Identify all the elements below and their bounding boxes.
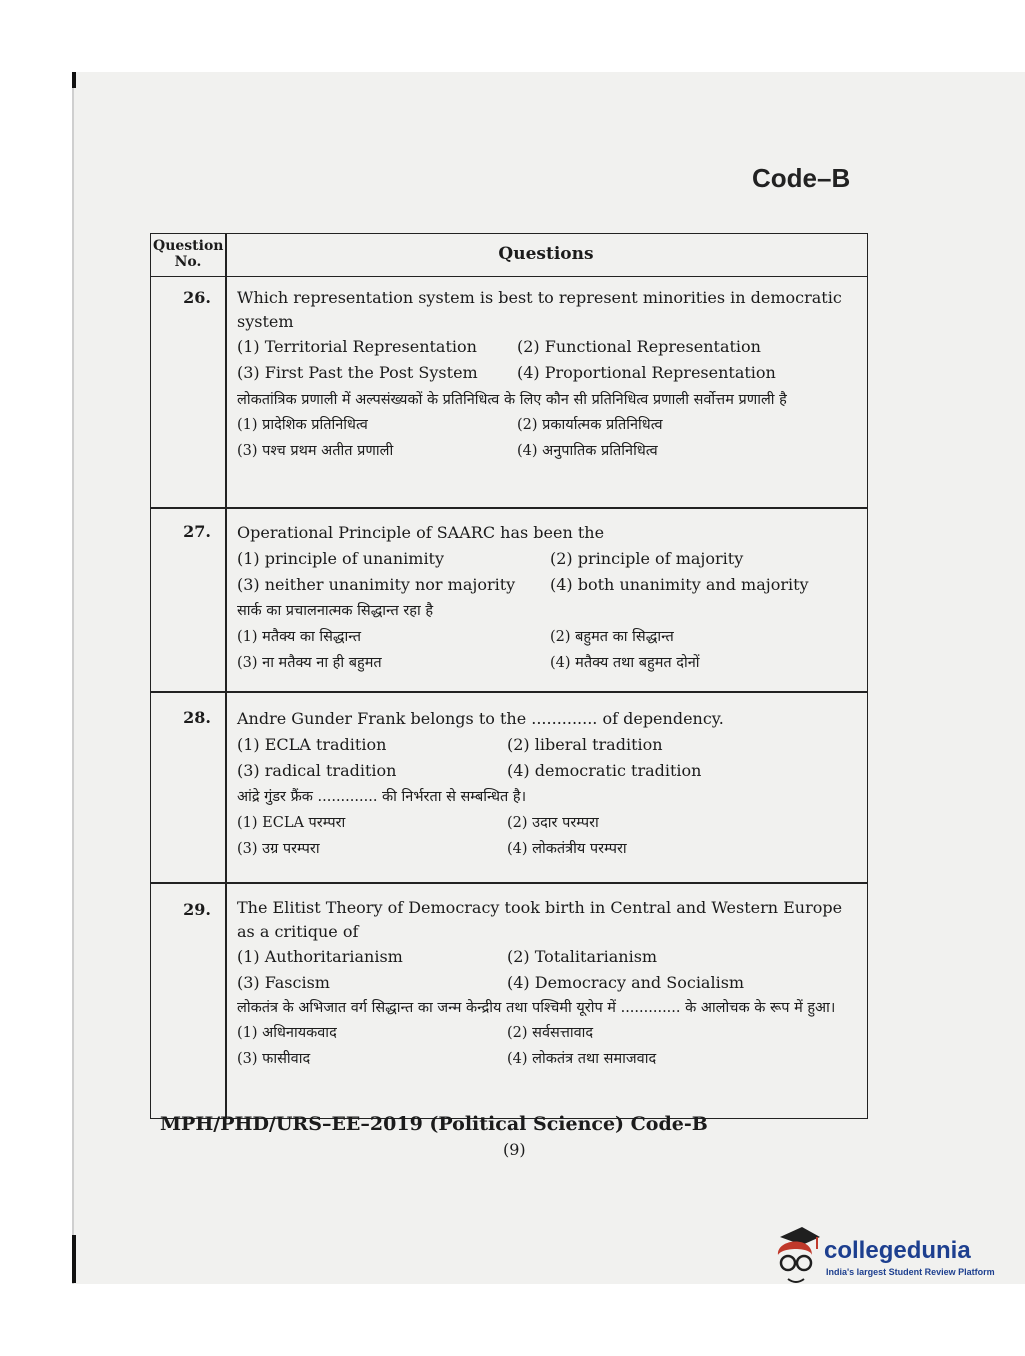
option: (4) Democracy and Socialism (507, 973, 745, 992)
option: (4) अनुपातिक प्रतिनिधित्व (517, 443, 658, 459)
question-27 (237, 520, 861, 676)
option: (4) लोकतंत्र तथा समाजवाद (507, 1051, 657, 1067)
option-row (237, 360, 861, 386)
question-stem-en: Operational Principle of SAARC has been the (237, 523, 605, 542)
option: (4) लोकतंत्रीय परम्परा (507, 841, 627, 857)
option: (3) First Past the Post System (237, 363, 478, 382)
header-question-no: Question No. (153, 238, 224, 270)
option: (2) बहुमत का सिद्धान्त (550, 629, 674, 645)
option: (1) अधिनायकवाद (237, 1025, 337, 1041)
option-row (237, 944, 861, 970)
question-number: 27. (183, 522, 211, 541)
option: (1) Territorial Representation (237, 337, 477, 356)
option: (3) neither unanimity nor majority (237, 575, 516, 594)
table-header (151, 234, 867, 277)
option: (3) पश्च प्रथम अतीत प्रणाली (237, 443, 394, 459)
option: (2) सर्वसत्तावाद (507, 1025, 594, 1041)
option: (1) ECLA tradition (237, 735, 387, 754)
option: (1) प्रादेशिक प्रतिनिधित्व (237, 417, 368, 433)
option-row (237, 572, 861, 598)
option-row (237, 624, 861, 650)
option-row (237, 438, 861, 464)
column-divider (225, 234, 227, 1118)
option-row (237, 650, 861, 676)
scan-edge-mark (72, 72, 76, 88)
option: (2) Totalitarianism (507, 947, 658, 966)
option: (3) Fascism (237, 973, 330, 992)
option-row (237, 1020, 861, 1046)
question-number: 29. (183, 900, 211, 919)
option: (4) both unanimity and majority (550, 575, 809, 594)
page-number: (9) (503, 1140, 526, 1159)
question-stem-en: The Elitist Theory of Democracy took birth in Central and Western Europe as a critique of (237, 898, 843, 941)
scan-edge-mark (72, 1235, 76, 1283)
option: (2) principle of majority (550, 549, 744, 568)
question-stem-hi: लोकतंत्र के अभिजात वर्ग सिद्धान्त का जन्म केन्द्रीय तथा पश्चिमी यूरोप में ............. के आलोचक के रूप में हुआ। (237, 1000, 836, 1016)
mascot-icon (772, 1225, 822, 1295)
option: (4) democratic tradition (507, 761, 702, 780)
option: (3) उग्र परम्परा (237, 841, 320, 857)
question-stem-hi: सार्क का प्रचालनात्मक सिद्धान्त रहा है (237, 603, 434, 619)
option: (3) फासीवाद (237, 1051, 311, 1067)
option: (3) radical tradition (237, 761, 397, 780)
page-edge (72, 72, 74, 1284)
option: (4) Proportional Representation (517, 363, 776, 382)
option: (1) मतैक्य का सिद्धान्त (237, 629, 361, 645)
question-29 (237, 896, 861, 1072)
option-row (237, 836, 861, 862)
question-28 (237, 706, 861, 862)
option-row (237, 334, 861, 360)
row-divider (151, 691, 867, 693)
option: (2) उदार परम्परा (507, 815, 599, 831)
question-number: 28. (183, 708, 211, 727)
question-stem-en: Which representation system is best to represent minorities in democratic system (237, 288, 842, 331)
row-divider (151, 882, 867, 884)
option: (2) Functional Representation (517, 337, 761, 356)
footer-exam-title: MPH/PHD/URS–EE–2019 (Political Science) Code-B (160, 1113, 708, 1135)
header-questions: Questions (498, 244, 594, 264)
logo-tagline: India's largest Student Review Platform (826, 1267, 995, 1277)
question-stem-en: Andre Gunder Frank belongs to the ............. of dependency. (237, 709, 724, 728)
option: (1) Authoritarianism (237, 947, 403, 966)
option-row (237, 758, 861, 784)
option: (4) मतैक्य तथा बहुमत दोनों (550, 655, 700, 671)
option-row (237, 1046, 861, 1072)
question-table (150, 233, 868, 1119)
question-26 (237, 286, 861, 464)
option: (1) ECLA परम्परा (237, 815, 346, 831)
option: (2) प्रकार्यात्मक प्रतिनिधित्व (517, 417, 663, 433)
option-row (237, 412, 861, 438)
option-row (237, 546, 861, 572)
collegedunia-logo[interactable] (772, 1225, 1002, 1295)
logo-wordmark: collegedunia (824, 1237, 971, 1264)
question-stem-hi: लोकतांत्रिक प्रणाली में अल्पसंख्यकों के प्रतिनिधित्व के लिए कौन सी प्रतिनिधित्व प्रणाली सर्वोत्तम प्रणाली है (237, 392, 787, 408)
page-code: Code–B (752, 163, 851, 193)
row-divider (151, 507, 867, 509)
option-row (237, 810, 861, 836)
option: (1) principle of unanimity (237, 549, 445, 568)
question-stem-hi: आंद्रे गुंडर फ्रैंक ............. की निर्भरता से सम्बन्धित है। (237, 789, 527, 805)
option: (3) ना मतैक्य ना ही बहुमत (237, 655, 382, 671)
option-row (237, 970, 861, 996)
option-row (237, 732, 861, 758)
option: (2) liberal tradition (507, 735, 663, 754)
question-number: 26. (183, 288, 211, 307)
